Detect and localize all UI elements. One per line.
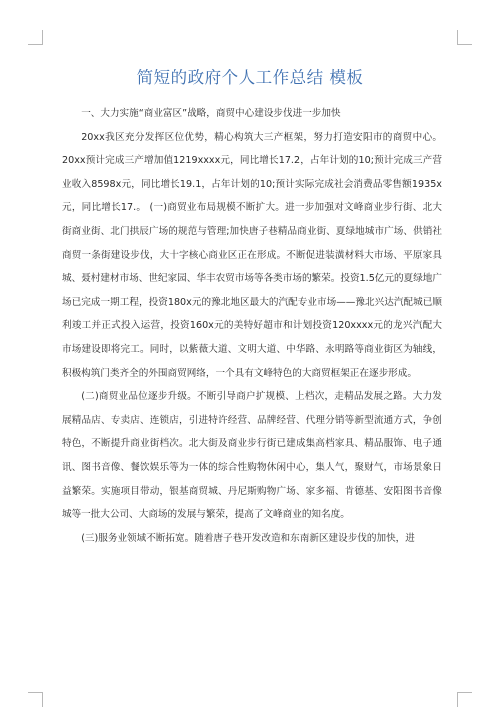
paragraph: (三)服务业领域不断拓宽。随着唐子巷开发改造和东南新区建设步伐的加快，进: [81, 532, 415, 544]
crop-mark-bottom-left: [28, 692, 43, 707]
document-title: 简短的政府个人工作总结 模板: [136, 68, 364, 87]
crop-mark-bottom-right: [457, 692, 472, 707]
crop-mark-top-right: [457, 30, 472, 45]
paragraph: 20xx我区充分发挥区位优势，精心构筑大三产框架，努力打造安阳市的商贸中心。20xx预计完成三产增加值1219xxxx元，同比增长17.2，占年计划的10;预计完成三产营业收入8598x元，同比增长19.1，占年计划的10;预计实际完成社会消费品零售额1935x元，同比增长17.。 (一)商贸业布局规模不断扩大。进一步加强对文峰商业步行街、北大街商业街、北门拱辰广场的规范与管理;加快唐子巷精品商业街、夏绿地城市广场、供销社商贸一条街建设步伐，大十字核心商业区正在形成。不断促进装潢材料大市场、平原家具城、聂村建材市场、世纪家园、华丰农贸市场等各类市场的繁荣。投资1.5亿元的夏绿地广场已完成一期工程，投资180x元的豫北地区最大的汽配专业市场——豫北兴达汽配城已顺利竣工并正式投入运营，投资160x元的美特好超市和计划投资120xxxx元的龙兴汽配大市场建设即将完工。同时，以紫薇大道、文明大道、中华路、永明路等商业街区为轴线，积极构筑门类齐全的外围商贸网络，一个具有文峰特色的大商贸框架正在逐步形成。: [62, 131, 442, 379]
crop-mark-top-left: [28, 30, 43, 45]
paragraph: (二)商贸业品位逐步升级。不断引导商户扩规模、上档次，走精品发展之路。大力发展精品店、专卖店、连锁店，引进特许经营、品牌经营、代理分销等新型流通方式，争创特色，不断提升商业街档次。北大街及商业步行街已建成集高档家具、精品服饰、电子通讯、图书音像、餐饮娱乐等为一体的综合性购物休闲中心，集人气，聚财气，市场景象日益繁荣。实施项目带动，银基商贸城、丹尼斯购物广场、家多福、肯德基、安阳图书音像城等一批大公司、大商场的发展与繁荣，提高了文峰商业的知名度。: [62, 391, 442, 521]
document-body: [62, 102, 442, 550]
section-heading: 一、大力实施“商业富区”战略，商贸中心建设步伐进一步加快: [81, 108, 341, 119]
